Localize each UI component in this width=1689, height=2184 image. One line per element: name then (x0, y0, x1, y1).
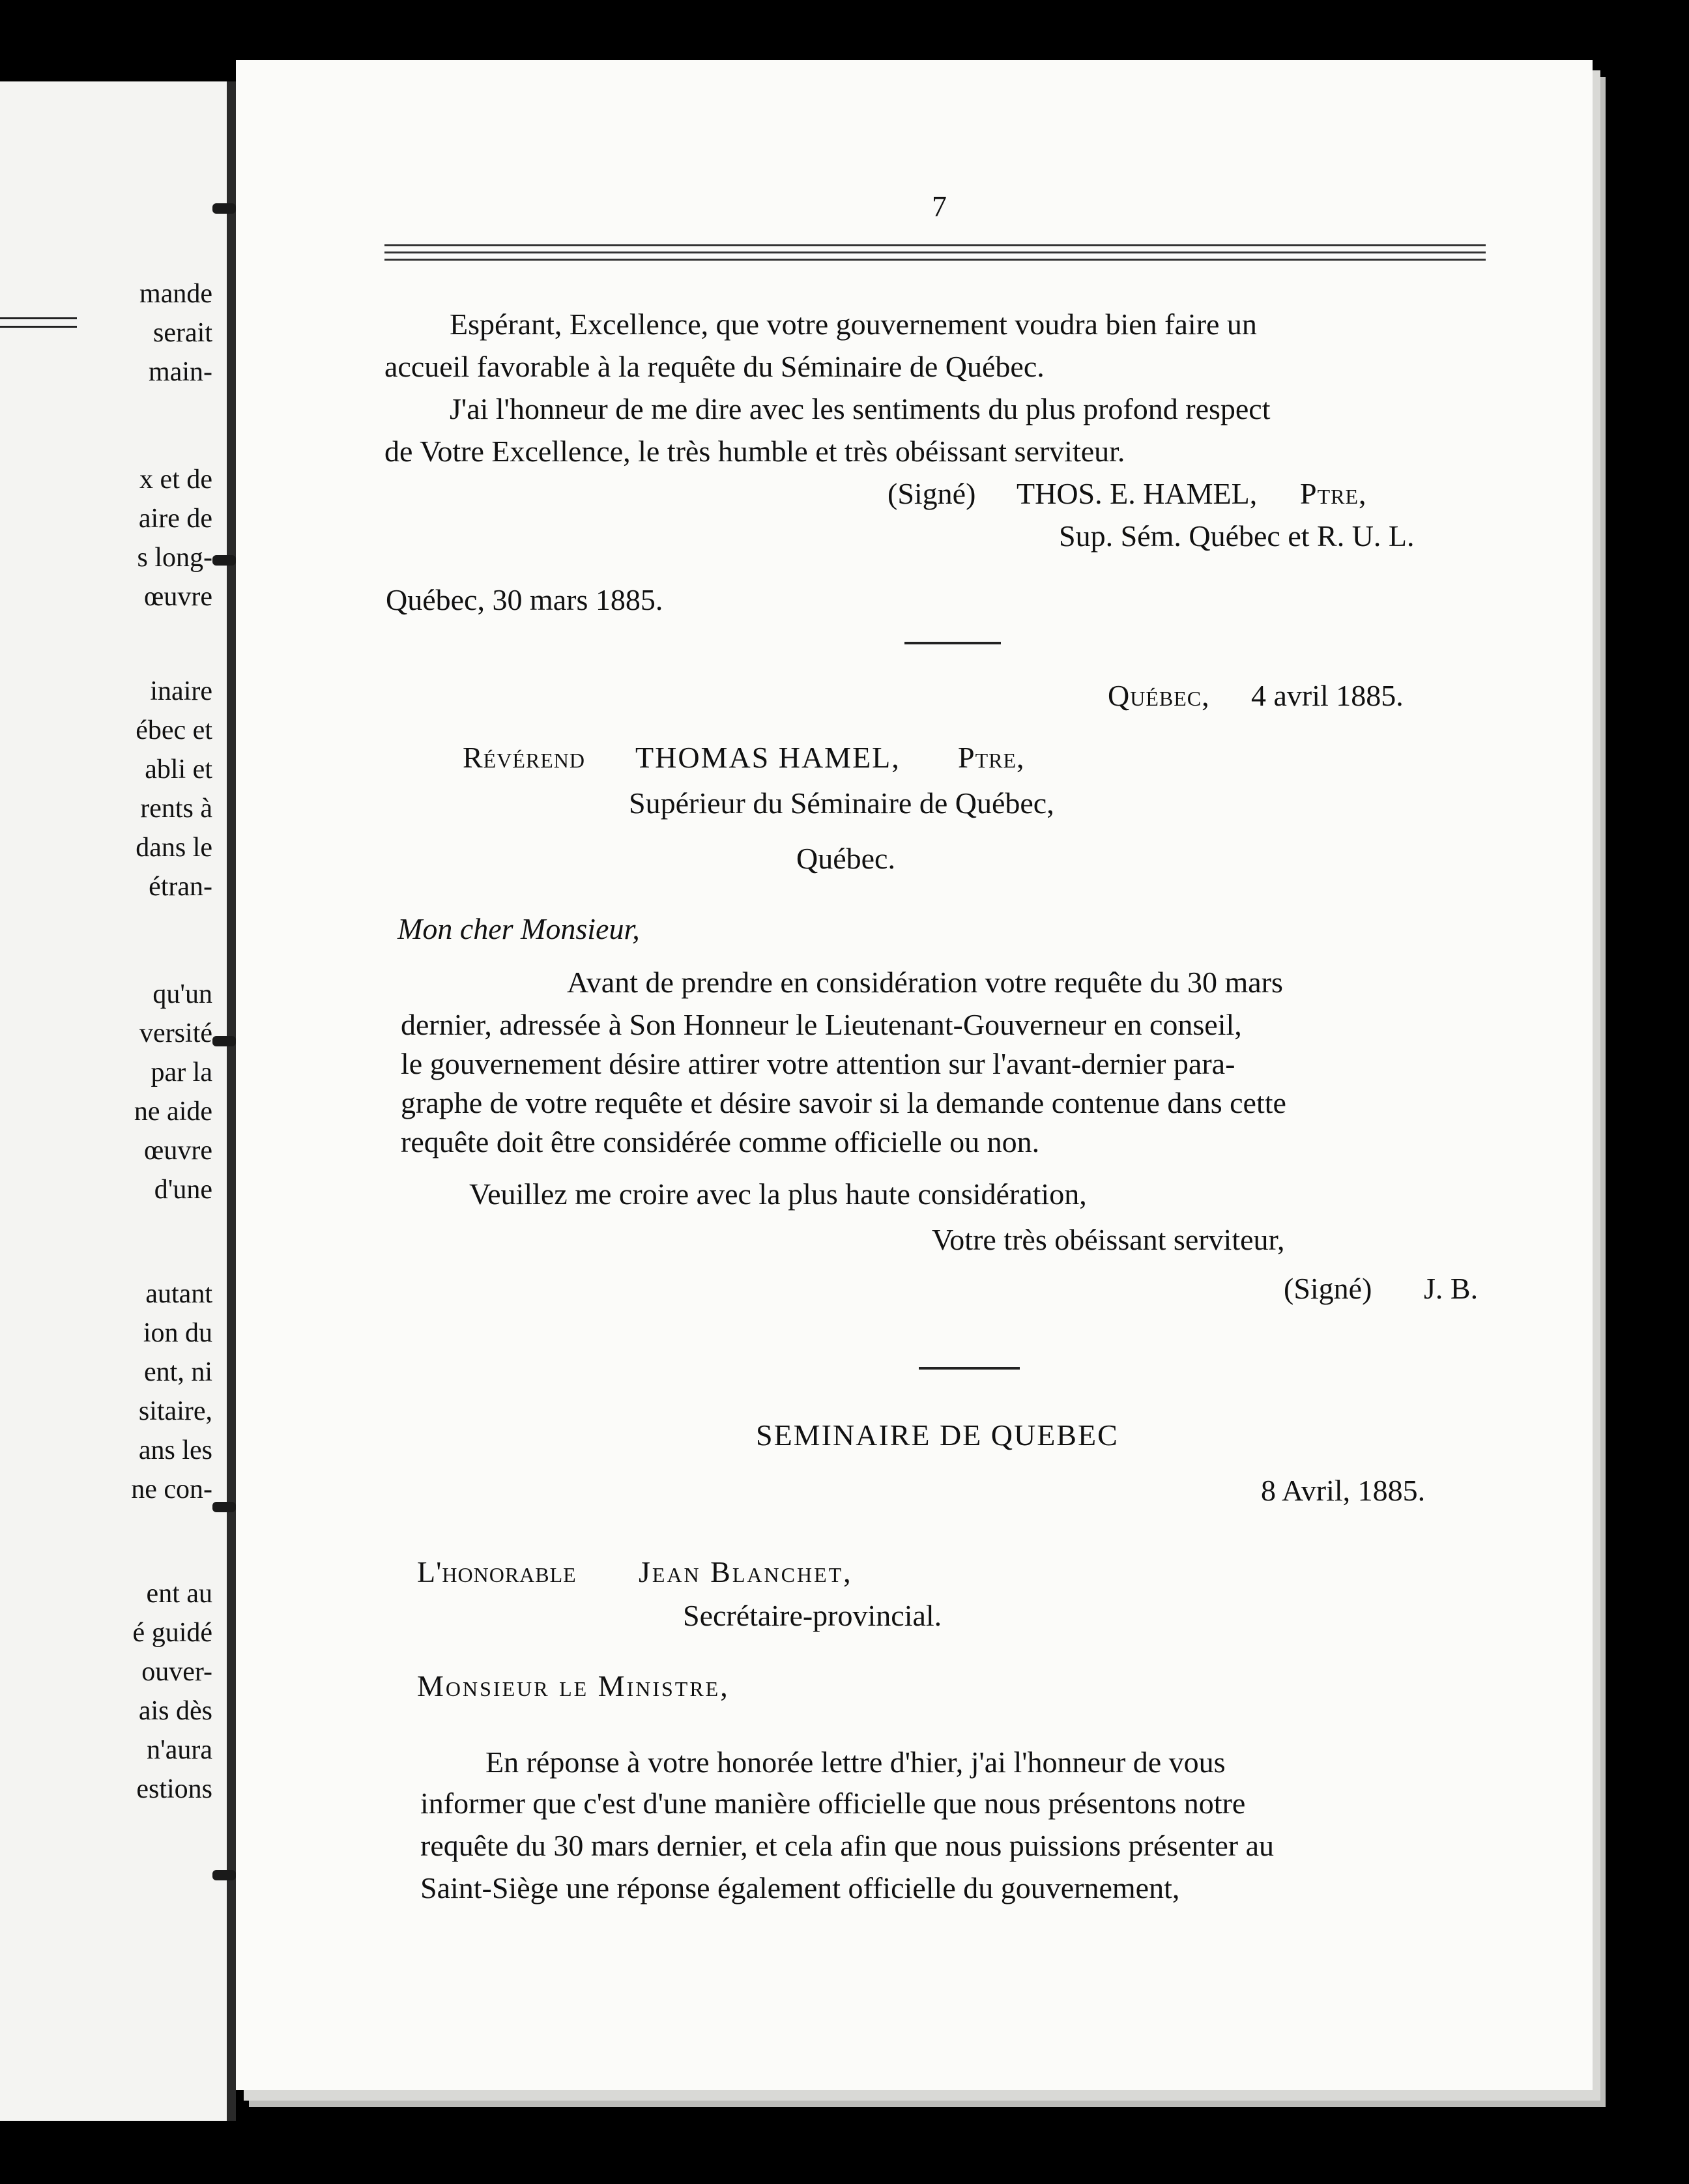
letter3-addressee-role: Secrétaire-provincial. (683, 1599, 942, 1632)
left-page-line: versité (139, 1018, 212, 1048)
letter2-signer: J. B. (1424, 1272, 1479, 1305)
left-page-line: œuvre (144, 582, 212, 612)
letter2-closing2: Votre très obéissant serviteur, (932, 1223, 1285, 1256)
letter2-text-line: requête doit être considérée comme officielle ou non. (401, 1125, 1040, 1158)
left-page-line: sitaire, (138, 1396, 212, 1426)
left-page-line: x et de (139, 465, 212, 495)
left-page-line: œuvre (144, 1136, 212, 1166)
letter2-text-line: Avant de prendre en considération votre requête du 30 mars (567, 966, 1283, 999)
binding-notch (212, 1036, 236, 1046)
left-page-line: ion du (143, 1318, 212, 1348)
section-separator (919, 1367, 1020, 1370)
left-page-line: par la (151, 1057, 212, 1087)
letter1-text-line: Espérant, Excellence, que votre gouvernement voudra bien faire un (450, 308, 1257, 341)
letter3-date: 8 Avril, 1885. (1261, 1474, 1426, 1507)
letter2-salutation: Mon cher Monsieur, (397, 912, 640, 945)
binding-notch (212, 1870, 236, 1880)
letter2-place: Québec, (1108, 679, 1210, 712)
letter1-text-line: accueil favorable à la requête du Séminaire de Québec. (384, 350, 1045, 383)
letter3-text-line: En réponse à votre honorée lettre d'hier, j'ai l'honneur de vous (485, 1746, 1226, 1779)
letter1-signer-role: Sup. Sém. Québec et R. U. L. (1059, 519, 1415, 553)
letter2-closing: Veuillez me croire avec la plus haute considération, (469, 1177, 1087, 1211)
left-page-line: ouver- (141, 1657, 212, 1687)
letter1-place-date: Québec, 30 mars 1885. (386, 583, 663, 616)
left-page-line: serait (153, 318, 212, 348)
letter1-signed-label: (Signé) (888, 477, 976, 510)
header-rule (384, 259, 1486, 261)
letter2-date: 4 avril 1885. (1251, 679, 1404, 712)
left-page-line: s long- (137, 543, 212, 573)
left-page-line: ne aide (134, 1097, 212, 1127)
left-page-line: abli et (145, 754, 212, 784)
left-page-line: estions (136, 1774, 212, 1804)
letter3-addressee-name: Jean Blanchet, (639, 1555, 853, 1588)
left-page-line: main- (149, 357, 212, 387)
letter2-addressee-city: Québec. (796, 842, 895, 875)
left-page-line: n'aura (147, 1735, 212, 1765)
letter2-addressee-name: THOMAS HAMEL, (635, 741, 901, 774)
left-page-line: rents à (140, 794, 212, 824)
left-page-line: d'une (154, 1175, 212, 1205)
left-page-line: aire de (138, 504, 212, 534)
left-page-line: ne con- (131, 1474, 212, 1504)
page-number: 7 (932, 190, 947, 223)
left-page-line: ais dès (138, 1696, 212, 1726)
letter3-text-line: Saint-Siège une réponse également officielle du gouvernement, (420, 1871, 1180, 1904)
binding-notch (212, 203, 236, 214)
letter3-salutation: Monsieur le Ministre, (417, 1669, 730, 1703)
letter3-heading: SEMINAIRE DE QUEBEC (756, 1418, 1119, 1452)
letter3-addressee-prefix: L'honorable (417, 1555, 577, 1588)
letter1-text-line: J'ai l'honneur de me dire avec les sentiments du plus profond respect (450, 392, 1271, 425)
letter2-signed-label: (Signé) (1284, 1272, 1372, 1305)
letter2-text-line: dernier, adressée à Son Honneur le Lieutenant-Gouverneur en conseil, (401, 1008, 1242, 1041)
left-page-line: mande (139, 279, 212, 309)
left-header-rule (0, 326, 77, 328)
left-page-line: é guidé (132, 1618, 212, 1648)
left-page-line: ent, ni (144, 1357, 212, 1387)
section-separator (904, 642, 1001, 644)
left-page-line: étran- (149, 872, 212, 902)
letter2-text-line: graphe de votre requête et désire savoir si la demande contenue dans cette (401, 1086, 1286, 1119)
letter2-text-line: le gouvernement désire attirer votre attention sur l'avant-dernier para- (401, 1047, 1235, 1080)
left-page-line: dans le (136, 833, 212, 863)
left-page-fragment (0, 81, 236, 2121)
left-page-line: qu'un (152, 979, 212, 1009)
header-rule (384, 244, 1486, 246)
left-page-line: inaire (150, 676, 212, 706)
letter2-addressee-title: Ptre, (958, 741, 1025, 774)
binding-notch (212, 1502, 236, 1512)
header-rule (384, 251, 1486, 253)
left-page-line: ans les (138, 1435, 212, 1465)
letter1-signer: THOS. E. HAMEL, (1017, 477, 1258, 510)
letter2-addressee-prefix: Révérend (463, 741, 585, 774)
letter1-text-line: de Votre Excellence, le très humble et très obéissant serviteur. (384, 435, 1125, 468)
letter2-addressee-role: Supérieur du Séminaire de Québec, (629, 786, 1054, 820)
letter1-signer-title: Ptre, (1300, 477, 1367, 510)
left-page-line: ent au (146, 1579, 212, 1609)
left-page-line: autant (145, 1279, 212, 1309)
left-page-line: ébec et (136, 715, 212, 745)
binding-notch (212, 555, 236, 566)
letter3-text-line: informer que c'est d'une manière officielle que nous présentons notre (420, 1787, 1246, 1820)
left-header-rule (0, 317, 77, 319)
letter3-text-line: requête du 30 mars dernier, et cela afin que nous puissions présenter au (420, 1829, 1274, 1862)
